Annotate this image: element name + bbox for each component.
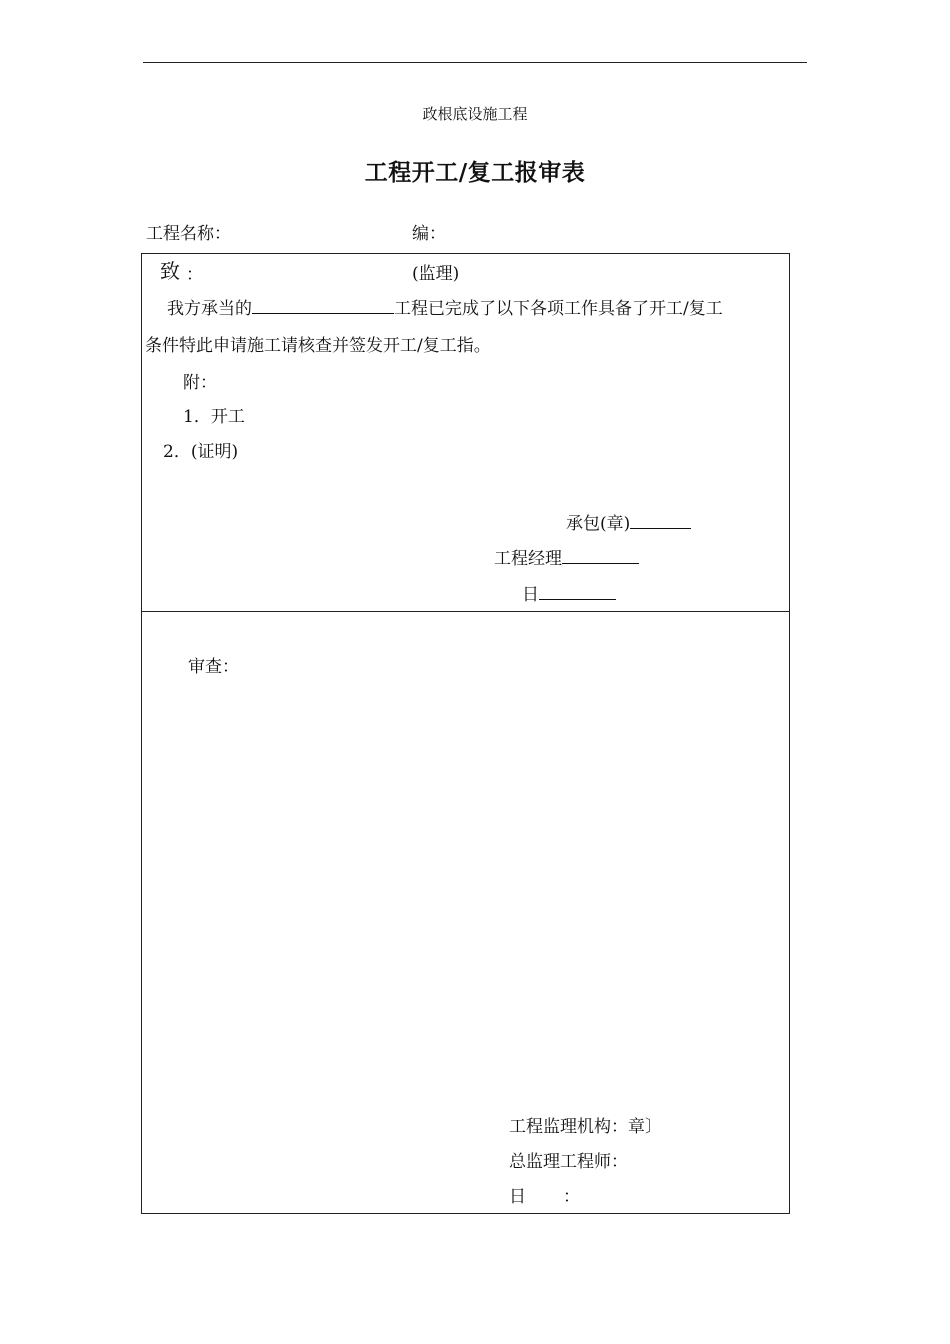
- review-date-colon: ：: [563, 1187, 580, 1207]
- body-prefix: 我方承当的: [167, 299, 252, 319]
- review-label: 审查：: [188, 657, 239, 677]
- document-title: 工程开工/复工报审表: [364, 159, 586, 186]
- project-blank[interactable]: [252, 299, 394, 314]
- review-org-label: 工程监理机构：章〕: [509, 1117, 662, 1137]
- header-rule: [143, 62, 807, 63]
- application-date-label: 日: [522, 585, 539, 605]
- contractor-signature: [566, 509, 691, 534]
- contractor-blank[interactable]: [630, 514, 691, 529]
- application-body-line2: 条件特此申请施工请核查并签发开工/复工指。: [145, 336, 491, 356]
- pm-signature: [494, 544, 639, 569]
- body-suffix: 工程已完成了以下各项工作具备了开工/复工: [394, 299, 723, 319]
- to-label: 致: [160, 259, 180, 283]
- project-name-label: 工程名称：: [146, 224, 231, 244]
- number-label: 编：: [412, 224, 446, 244]
- attach-item-1: 1．开工: [183, 407, 245, 427]
- attach-item-2: 2．(证明): [163, 442, 239, 462]
- application-body-line1: [167, 294, 723, 319]
- chief-engineer-label: 总监理工程师：: [509, 1152, 628, 1172]
- contractor-label: 承包(章): [566, 514, 631, 534]
- review-section: [141, 611, 790, 1214]
- supervision-label: (监理): [412, 264, 460, 284]
- pm-label: 工程经理: [494, 549, 562, 569]
- to-colon: ：: [186, 265, 203, 285]
- application-date-blank[interactable]: [539, 585, 616, 600]
- attach-label: 附：: [183, 373, 217, 393]
- pm-blank[interactable]: [562, 549, 639, 564]
- header-org: 政根底设施工程: [422, 105, 528, 123]
- review-date-label: 日: [509, 1187, 526, 1207]
- application-date: [522, 580, 616, 605]
